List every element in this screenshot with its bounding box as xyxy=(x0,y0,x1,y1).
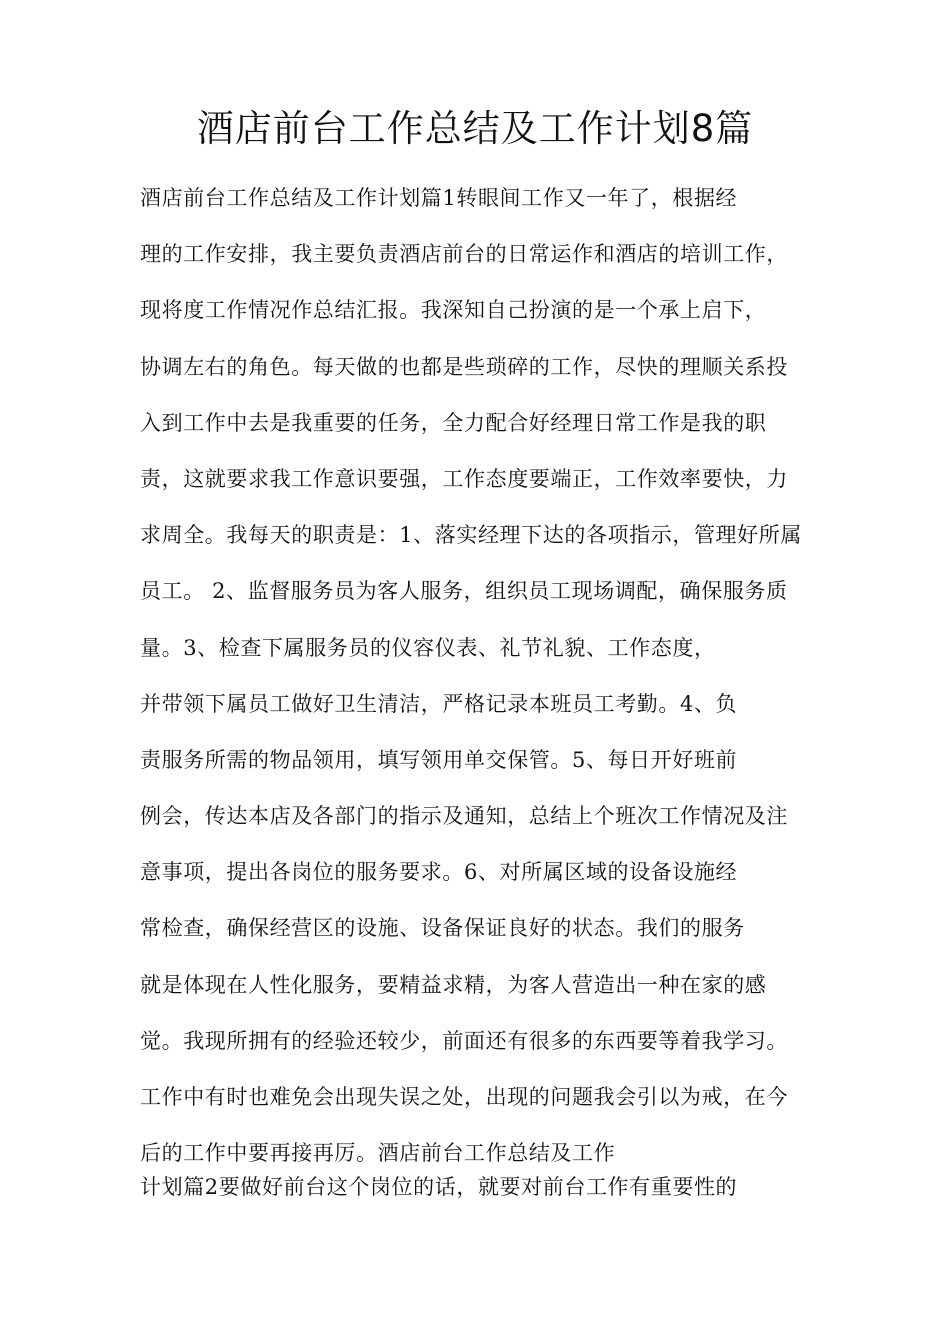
body-line-4: 协调左右的角色。每天做的也都是些琐碎的工作，尽快的理顺关系投 xyxy=(140,354,788,379)
body-line-5: 入到工作中去是我重要的任务，全力配合好经理日常工作是我的职 xyxy=(140,410,767,435)
body-line-19: 计划篇2要做好前台这个岗位的话，就要对前台工作有重要性的 xyxy=(140,1175,738,1200)
body-line-12: 例会，传达本店及各部门的指示及通知，总结上个班次工作情况及注 xyxy=(140,804,788,829)
body-line-8: 员工。 2、监督服务员为客人服务，组织员工现场调配，确保服务质 xyxy=(140,579,788,604)
body-line-2: 理的工作安排，我主要负责酒店前台的日常运作和酒店的培训工作， xyxy=(140,242,788,267)
body-line-13: 意事项，提出各岗位的服务要求。6、对所属区域的设备设施经 xyxy=(140,860,738,885)
body-line-6: 责，这就要求我工作意识要强，工作态度要端正，工作效率要快，力 xyxy=(140,466,788,491)
body-line-1: 酒店前台工作总结及工作计划篇1转眼间工作又一年了，根据经 xyxy=(140,186,738,210)
body-line-14: 常检查，确保经营区的设施、设备保证良好的状态。我们的服务 xyxy=(140,916,745,941)
body-line-18: 后的工作中要再接再厉。酒店前台工作总结及工作 xyxy=(140,1141,616,1166)
document-body xyxy=(140,176,840,1221)
body-line-7: 求周全。我每天的职责是：1、落实经理下达的各项指示，管理好所属 xyxy=(140,523,802,548)
body-line-11: 责服务所需的物品领用，填写领用单交保管。5、每日开好班前 xyxy=(140,747,738,772)
body-line-15: 就是体现在人性化服务，要精益求精，为客人营造出一种在家的感 xyxy=(140,972,767,997)
body-line-16: 觉。我现所拥有的经验还较少，前面还有很多的东西要等着我学习。 xyxy=(140,1028,788,1053)
body-line-17: 工作中有时也难免会出现失误之处，出现的问题我会引以为戒，在今 xyxy=(140,1085,788,1109)
body-line-3: 现将度工作情况作总结汇报。我深知自己扮演的是一个承上启下， xyxy=(140,298,767,323)
body-line-10: 并带领下属员工做好卫生清洁，严格记录本班员工考勤。4、负 xyxy=(140,691,738,716)
body-line-9: 量。3、检查下属服务员的仪容仪表、礼节礼貌、工作态度， xyxy=(140,635,716,660)
document-title: 酒店前台工作总结及工作计划8篇 xyxy=(196,107,754,150)
